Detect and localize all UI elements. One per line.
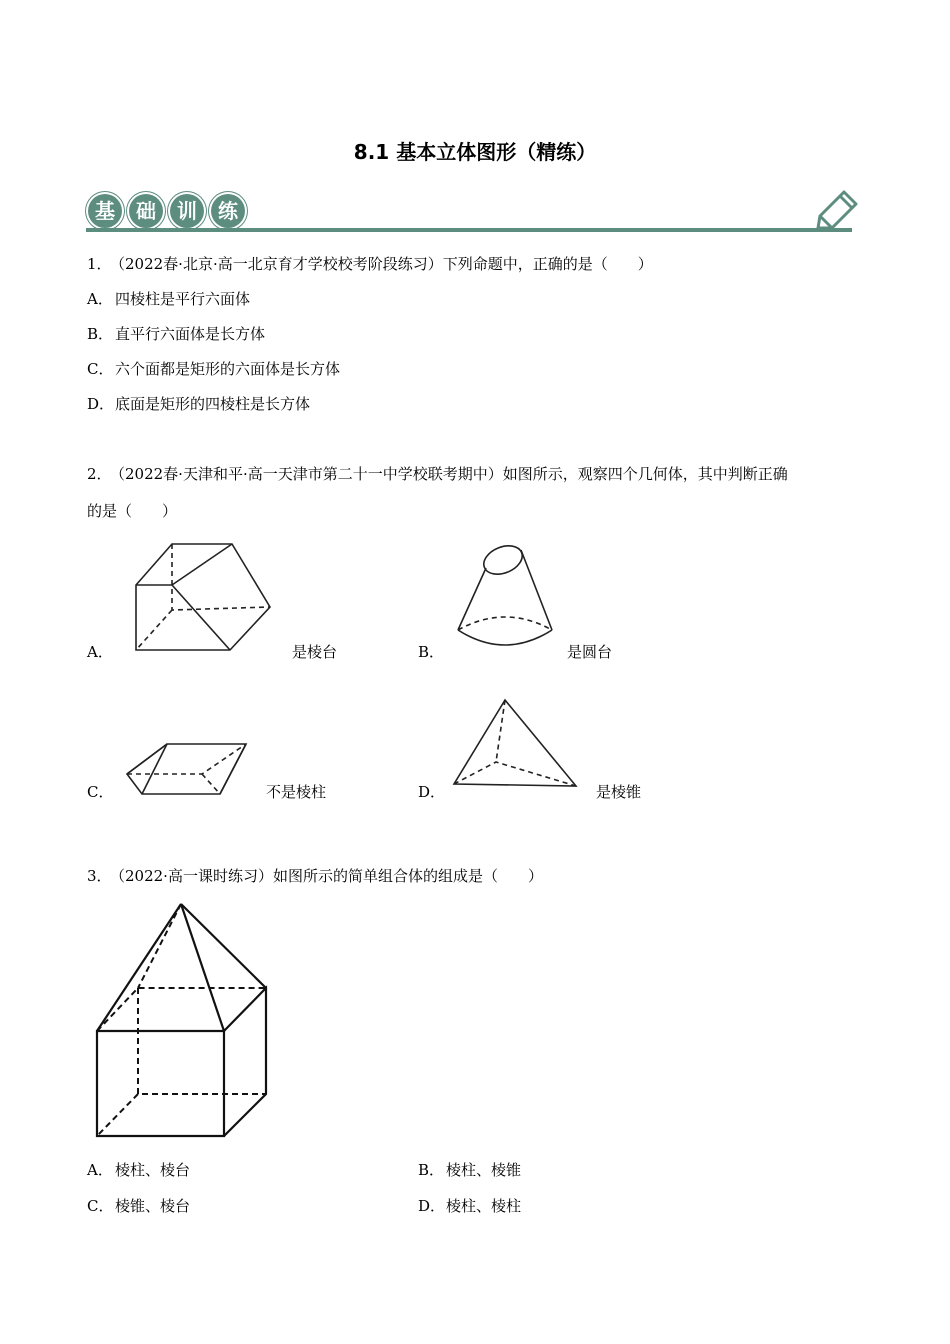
option-text: 四棱柱是平行六面体 [115,290,251,308]
question-number: 1． [87,255,112,273]
option-label: C． [87,360,114,378]
option-label: A． [87,1161,113,1179]
option-text: 直平行六面体是长方体 [115,325,266,343]
option-text: 棱柱、棱台 [115,1161,191,1179]
figure-prism-c [122,738,252,800]
option-text: 棱柱、棱锥 [446,1161,522,1179]
banner-divider [86,228,852,232]
option-label: B． [418,643,445,661]
figure-pyramid-d [450,694,582,798]
option-label: B． [418,1161,445,1179]
banner-char: 基 [88,194,122,228]
option-text: 六个面都是矩形的六面体是长方体 [115,360,341,378]
option-label: D． [87,395,115,413]
question-stem-continued: 的是（ ） [87,502,178,520]
figure-prism-with-pyramid [90,898,275,1142]
option-label: D． [418,1197,446,1215]
banner-char: 练 [211,194,245,228]
option-text: 棱锥、棱台 [115,1197,191,1215]
question-stem: （2022·高一课时练习）如图所示的简单组合体的组成是（ ） [110,867,543,885]
option-text: 是棱锥 [596,783,642,801]
option-label: A． [87,290,113,308]
option-label: C． [87,1197,114,1215]
banner-char: 础 [129,194,163,228]
option-text: 不是棱柱 [266,783,327,801]
option-label: C． [87,783,114,801]
pencil-icon [812,186,862,230]
figure-frustum-b [452,540,558,656]
option-label: B． [87,325,114,343]
option-text: 棱柱、棱柱 [446,1197,522,1215]
option-label: A． [87,643,113,661]
option-text: 底面是矩形的四棱柱是长方体 [115,395,311,413]
banner-char: 训 [170,194,204,228]
option-text: 是棱台 [292,643,338,661]
question-stem: （2022春·天津和平·高一天津市第二十一中学校联考期中）如图所示，观察四个几何体，其中判断正确 [110,465,788,483]
page-title: 8.1 基本立体图形（精练） [353,140,597,164]
figure-prism-a [130,538,275,656]
option-text: 是圆台 [567,643,613,661]
question-number: 2． [87,465,112,483]
question-stem: （2022春·北京·高一北京育才学校校考阶段练习）下列命题中，正确的是（ ） [110,255,653,273]
question-number: 3． [87,867,112,885]
option-label: D． [418,783,446,801]
